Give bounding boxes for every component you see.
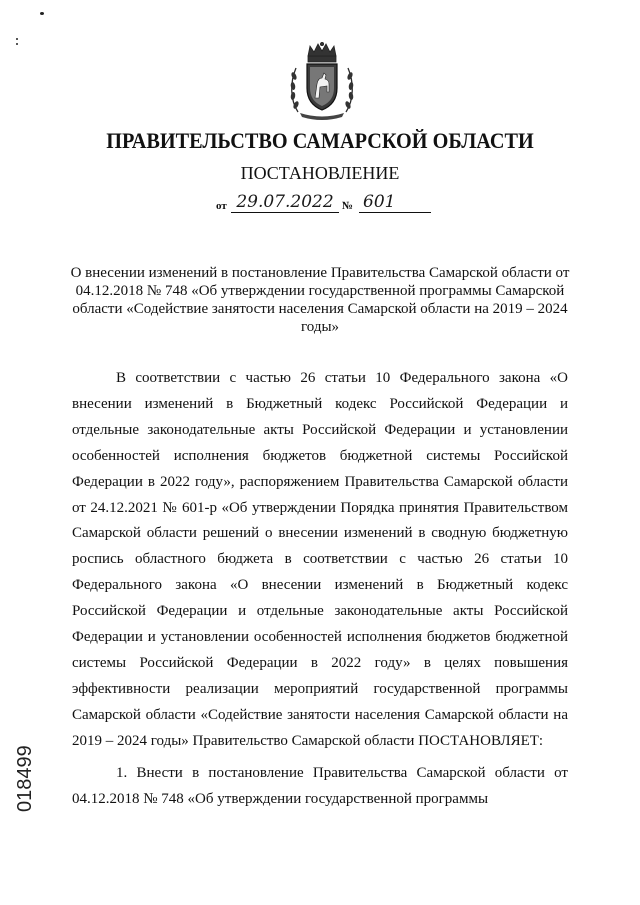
number-label: № [342, 200, 354, 212]
serial-number: 018499 [14, 745, 36, 812]
handwritten-date: 29.07.2022 [231, 192, 339, 213]
government-title: ПРАВИТЕЛЬСТВО САМАРСКОЙ ОБЛАСТИ [106, 128, 534, 153]
date-label: от [216, 200, 227, 212]
coat-of-arms-icon [288, 42, 356, 120]
document-type: ПОСТАНОВЛЕНИЕ [240, 163, 400, 183]
scan-speck [16, 43, 18, 45]
issue-line [216, 192, 436, 216]
clause-paragraph: 1. Внести в постановление Правительства Самарской области от 04.12.2018 № 748 «Об утверждении государственной программы [72, 765, 568, 807]
scan-speck [16, 38, 18, 40]
scan-speck [40, 12, 44, 15]
handwritten-number: 601 [359, 192, 431, 213]
preamble-paragraph: В соответствии с частью 26 статьи 10 Федерального закона «О внесении изменений в Бюджетный кодекс Российской Федерации и отдельные законодательные акты Российской Федерации и установлении особенностей исполнения бюджетов бюджетной системы Российской Федерации в 2022 году», распоряжением Правительства Самарской области от 24.12.2021 № 601-р «Об утверждении Порядка принятия Правительством Самарской области решений о внесении изменений в сводную бюджетную роспись областного бюджета в соответствии с частью 26 статьи 10 Федерального закона «О внесении изменений в Бюджетный кодекс Российской Федерации и отдельные законодательные акты Российской Федерации и установлении особенностей исполнения бюджетов бюджетной системы Российской Федерации в 2022 году» в целях повышения эффективности реализации мероприятий государственной программы Самарской области «Содействие занятости населения Самарской области на 2019 – 2024 годы» Правительство Самарской области ПОСТАНОВЛЯЕТ: [72, 370, 568, 749]
document-subject: О внесении изменений в постановление Правительства Самарской области от 04.12.2018 № 748 «Об утверждении государственной программы Самарской области «Содействие занятости населения Самарской области на 2019 – 2024 годы» [70, 265, 570, 335]
